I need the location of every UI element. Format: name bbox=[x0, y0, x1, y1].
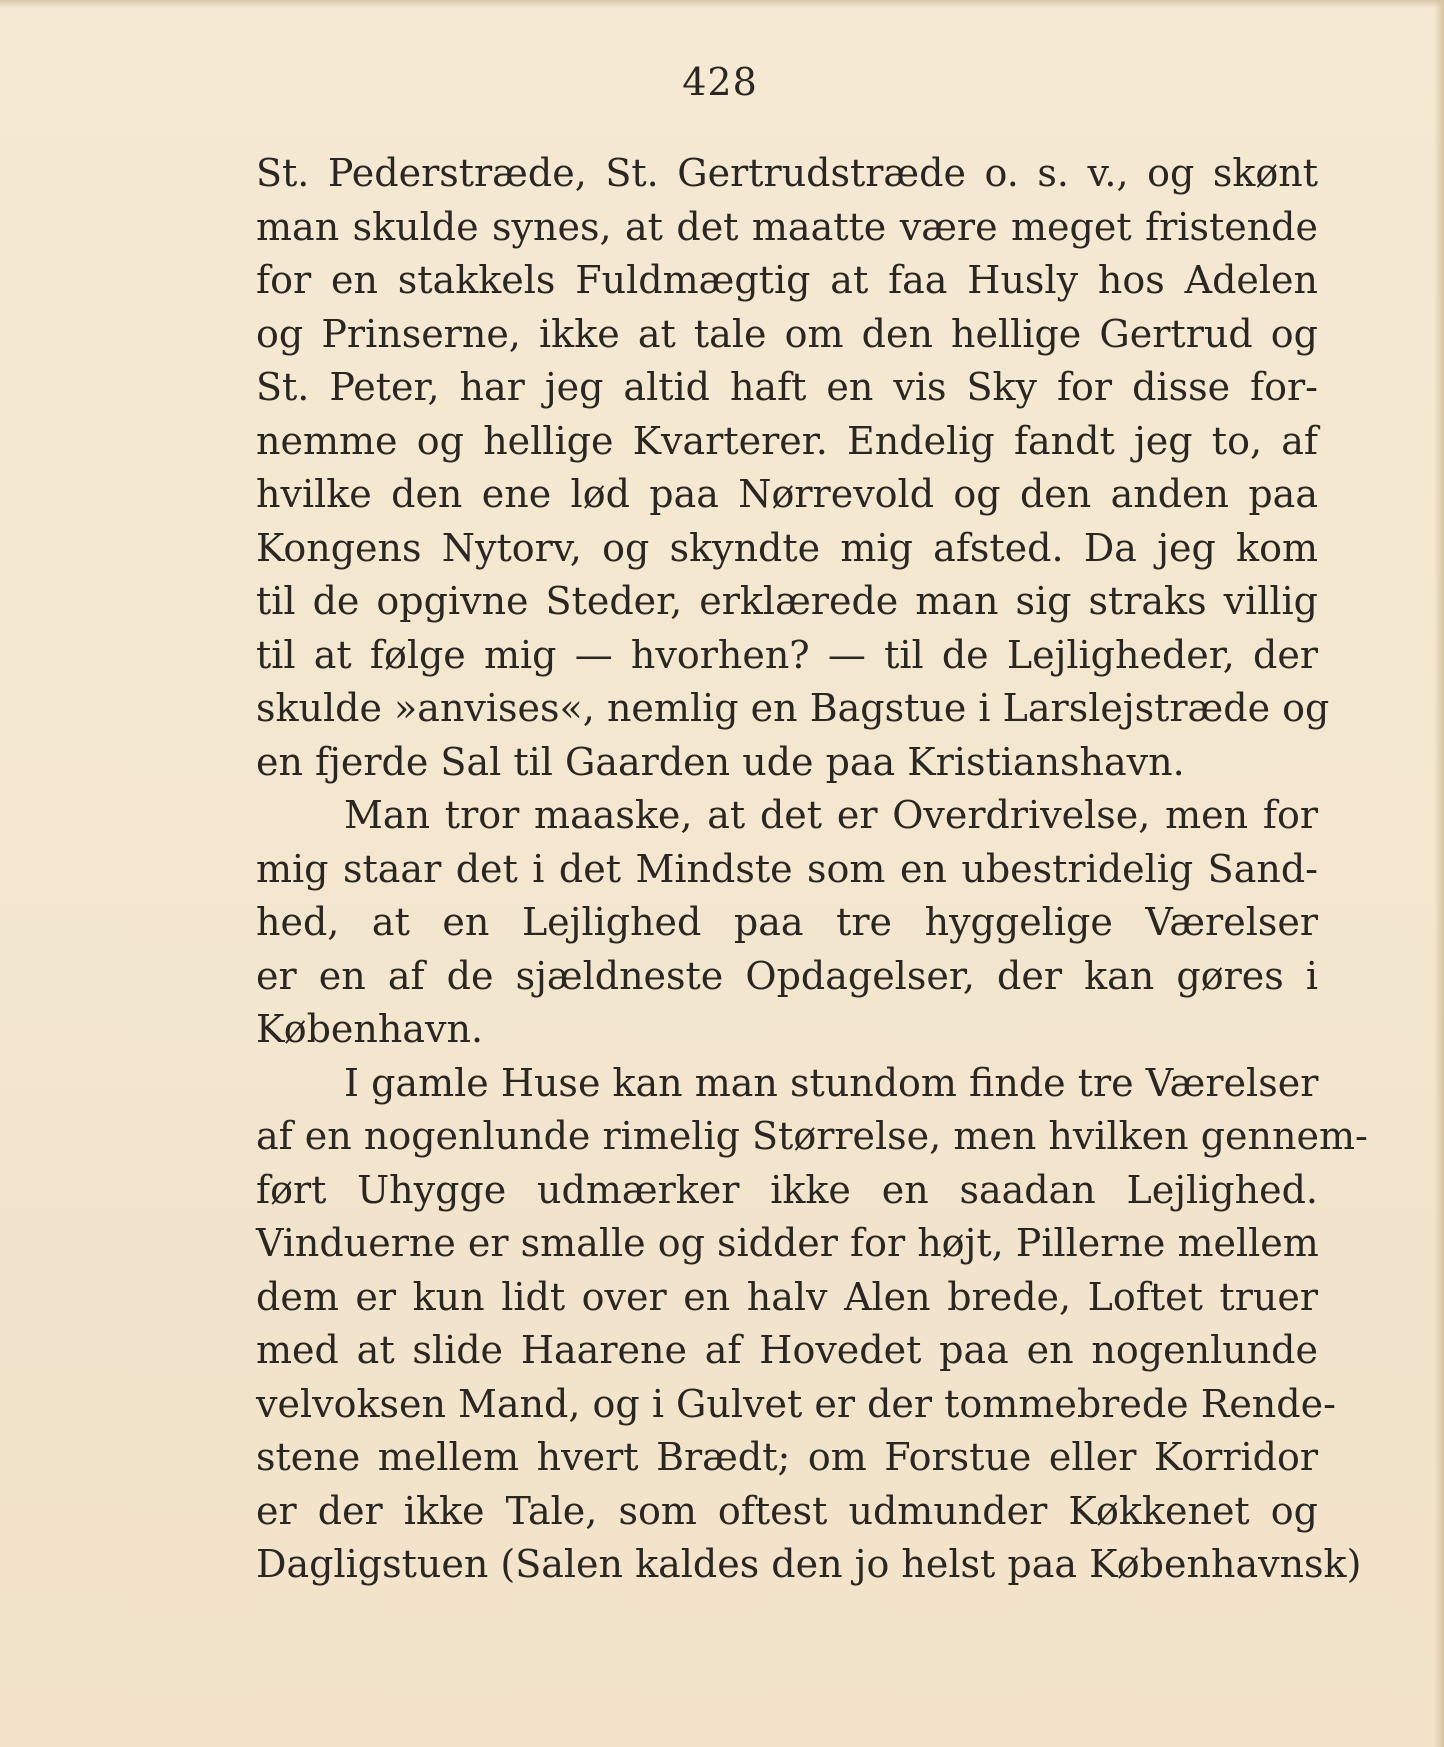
page-edge-top bbox=[0, 0, 1444, 8]
text-line: Dagligstuen (Salen kaldes den jo helst paa Københavnsk) bbox=[256, 1542, 1362, 1586]
text-line: og Prinserne, ikke at tale om den hellige Gertrud og bbox=[256, 311, 1318, 356]
text-line: til de opgivne Steder, erklærede man sig straks villig bbox=[256, 579, 1318, 623]
text-line: velvoksen Mand, og i Gulvet er der tommebrede Rende- bbox=[256, 1381, 1336, 1426]
text-line: dem er kun lidt over en halv Alen brede, Loftet truer bbox=[256, 1274, 1318, 1319]
text-line: St. Pederstræde, St. Gertrudstræde o. s. v., og skønt bbox=[256, 151, 1318, 195]
text-line: hvilke den ene lød paa Nørrevold og den anden paa bbox=[256, 472, 1318, 516]
text-line: Kongens Nytorv, og skyndte mig afsted. Da jeg kom bbox=[256, 525, 1318, 570]
text-line: mig staar det i det Mindste som en ubestridelig Sand- bbox=[256, 846, 1318, 891]
text-line: Man tror maaske, at det er Overdrivelse, men for bbox=[344, 793, 1318, 837]
body-text bbox=[256, 147, 1368, 1592]
text-line: Vinduerne er smalle og sidder for højt, Pillerne mellem bbox=[256, 1221, 1319, 1265]
text-line: er en af de sjældneste Opdagelser, der kan gøres i bbox=[256, 953, 1318, 998]
text-line: I gamle Huse kan man stundom finde tre Værelser bbox=[344, 1060, 1319, 1105]
text-line: man skulde synes, at det maatte være meget fristende bbox=[256, 204, 1318, 249]
page-number: 428 bbox=[682, 60, 758, 104]
text-line: nemme og hellige Kvarterer. Endelig fandt jeg to, af bbox=[256, 418, 1318, 463]
page-edge-right bbox=[1434, 0, 1444, 1747]
text-line: til at følge mig — hvorhen? — til de Lejligheder, der bbox=[256, 632, 1318, 677]
text-line: skulde »anvises«, nemlig en Bagstue i Larslejstræde og bbox=[256, 686, 1330, 730]
text-line: af en nogenlunde rimelig Størrelse, men hvilken gennem- bbox=[256, 1114, 1368, 1158]
text-line: med at slide Haarene af Hovedet paa en nogenlunde bbox=[256, 1328, 1318, 1372]
text-line: en fjerde Sal til Gaarden ude paa Kristianshavn. bbox=[256, 739, 1185, 784]
text-line: hed, at en Lejlighed paa tre hyggelige Værelser bbox=[256, 900, 1318, 944]
text-line: er der ikke Tale, som oftest udmunder Køkkenet og bbox=[256, 1488, 1318, 1533]
text-line: stene mellem hvert Brædt; om Forstue eller Korridor bbox=[256, 1435, 1318, 1479]
text-line: ført Uhygge udmærker ikke en saadan Lejlighed. bbox=[256, 1167, 1318, 1212]
text-line: København. bbox=[256, 1007, 484, 1051]
text-line: for en stakkels Fuldmægtig at faa Husly hos Adelen bbox=[256, 258, 1318, 302]
text-line: St. Peter, har jeg altid haft en vis Sky for disse for- bbox=[256, 365, 1318, 409]
